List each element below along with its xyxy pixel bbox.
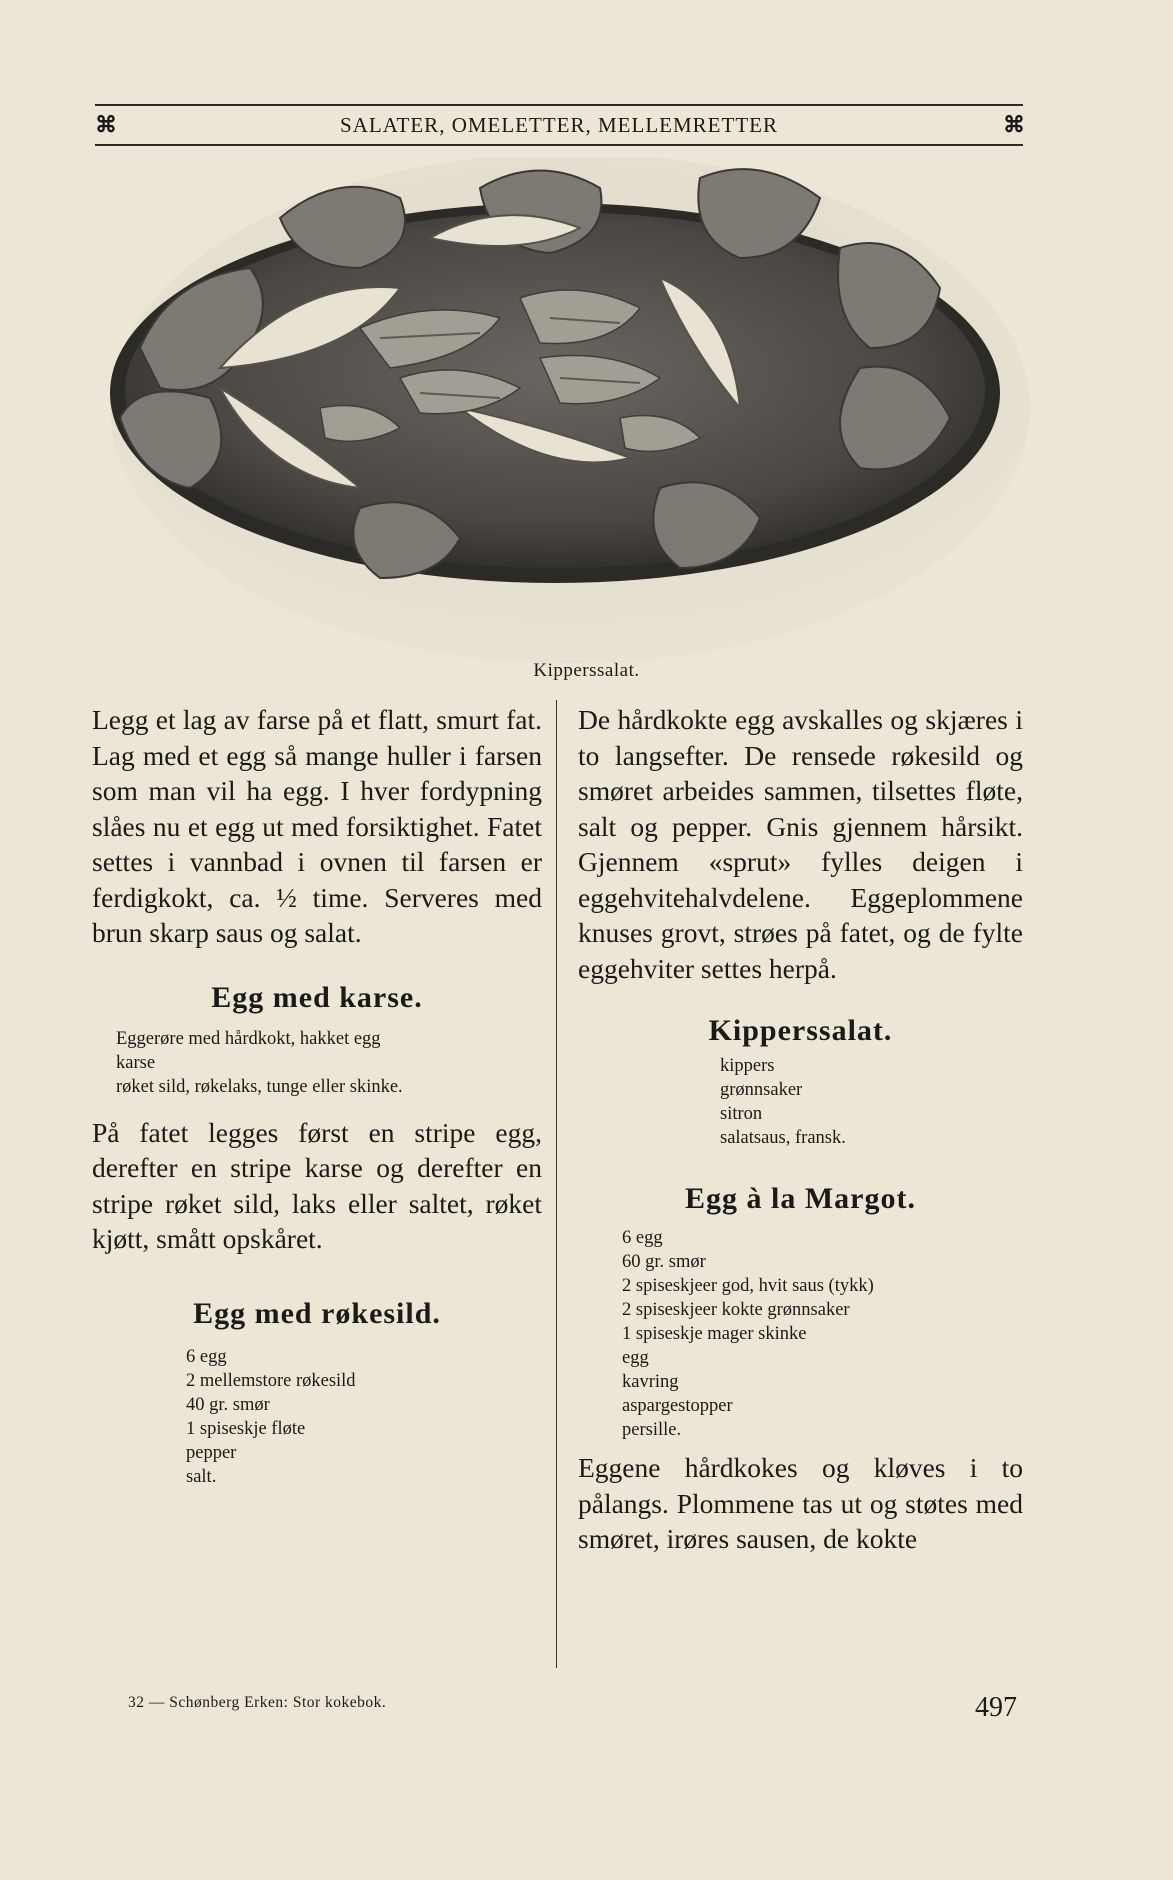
ingredient-item: 6 egg [186, 1346, 227, 1367]
running-header [95, 104, 1023, 146]
ingredient-item: 1 spiseskje mager skinke [622, 1324, 807, 1344]
intro-paragraph-left: Legg et lag av farse på et flatt, smurt fat. Lag med et egg så mange huller i farsen som man vil ha egg. I hver fordypning slåes nu et egg ut med forsiktighet. Fatet settes i vannbad i ovnen til farsen er ferdigkokt, ca. ½ time. Serveres med brun skarp saus og salat. [92, 704, 542, 948]
ingredient-list-egg-med-karse [92, 1027, 542, 1099]
right-column [578, 702, 1023, 1557]
ingredient-item: aspargestopper [622, 1396, 733, 1416]
ingredient-item: 6 egg [622, 1228, 663, 1248]
ingredient-item: 2 spiseskjeer kokte grønnsaker [622, 1300, 850, 1320]
ingredient-list-kipperssalat [578, 1054, 1023, 1150]
ingredient-item: grønnsaker [720, 1080, 803, 1100]
recipe-title-egg-med-karse: Egg med karse. [211, 980, 423, 1014]
ingredient-list-egg-med-rokesild [92, 1345, 542, 1489]
intro-paragraph-right: De hårdkokte egg avskalles og skjæres i to langsefter. De rensede røkesild og smøret arbeides sammen, tilsettes fløte, salt og pepper. Gnis gjennem hårsikt. Gjennem «sprut» fylles deigen i eggehvitehalvdelene. Eggeplommene knuses grovt, strøes på fatet, og de fylte eggehviter settes herpå. [578, 704, 1023, 984]
ingredient-item: 2 mellemstore røkesild [186, 1370, 356, 1391]
ingredient-item: karse [116, 1052, 156, 1073]
ingredient-item: sitron [720, 1104, 763, 1124]
ornament-left: ⌘ [95, 112, 117, 137]
header-title: SALATER, OMELETTER, MELLEMRETTER [340, 112, 778, 137]
printer-signature: 32 — Schønberg Erken: Stor kokebok. [128, 1694, 387, 1711]
ingredient-item: 40 gr. smør [186, 1394, 270, 1415]
ornament-right: ⌘ [1003, 112, 1025, 137]
ingredient-item: Eggerøre med hårdkokt, hakket egg [116, 1028, 381, 1049]
recipe-text-egg-med-karse: På fatet legges først en stripe egg, derefter en stripe karse og derefter en stripe røket sild, laks eller saltet, røket kjøtt, smått opskåret. [92, 1116, 542, 1254]
ingredient-item: egg [622, 1348, 649, 1368]
left-column [92, 702, 542, 1489]
ingredient-item: pepper [186, 1442, 237, 1463]
figure-caption: Kipperssalat. [533, 660, 640, 681]
page-number: 497 [975, 1692, 1017, 1723]
ingredient-item: 2 spiseskjeer god, hvit saus (tykk) [622, 1276, 874, 1296]
ingredient-item: 60 gr. smør [622, 1252, 706, 1272]
ingredient-item: 1 spiseskje fløte [186, 1418, 306, 1439]
ingredient-item: salatsaus, fransk. [720, 1128, 846, 1148]
ingredient-item: kippers [720, 1056, 775, 1076]
kipper-salad-photo [100, 158, 1030, 688]
ingredient-item: røket sild, røkelaks, tunge eller skinke. [116, 1076, 403, 1097]
ingredient-item: persille. [622, 1420, 682, 1440]
recipe-text-egg-a-la-margot: Eggene hårdkokes og kløves i to pålangs. Plommene tas ut og støtes med smøret, irøres sausen, de kokte [578, 1452, 1023, 1554]
recipe-title-kipperssalat: Kipperssalat. [708, 1014, 893, 1047]
recipe-title-egg-med-rokesild: Egg med røkesild. [193, 1296, 441, 1330]
ingredient-item: kavring [622, 1372, 679, 1392]
column-divider [556, 700, 557, 1668]
ingredient-item: salt. [186, 1466, 217, 1487]
recipe-title-egg-a-la-margot: Egg à la Margot. [685, 1182, 916, 1215]
ingredient-list-egg-a-la-margot [578, 1226, 1023, 1442]
